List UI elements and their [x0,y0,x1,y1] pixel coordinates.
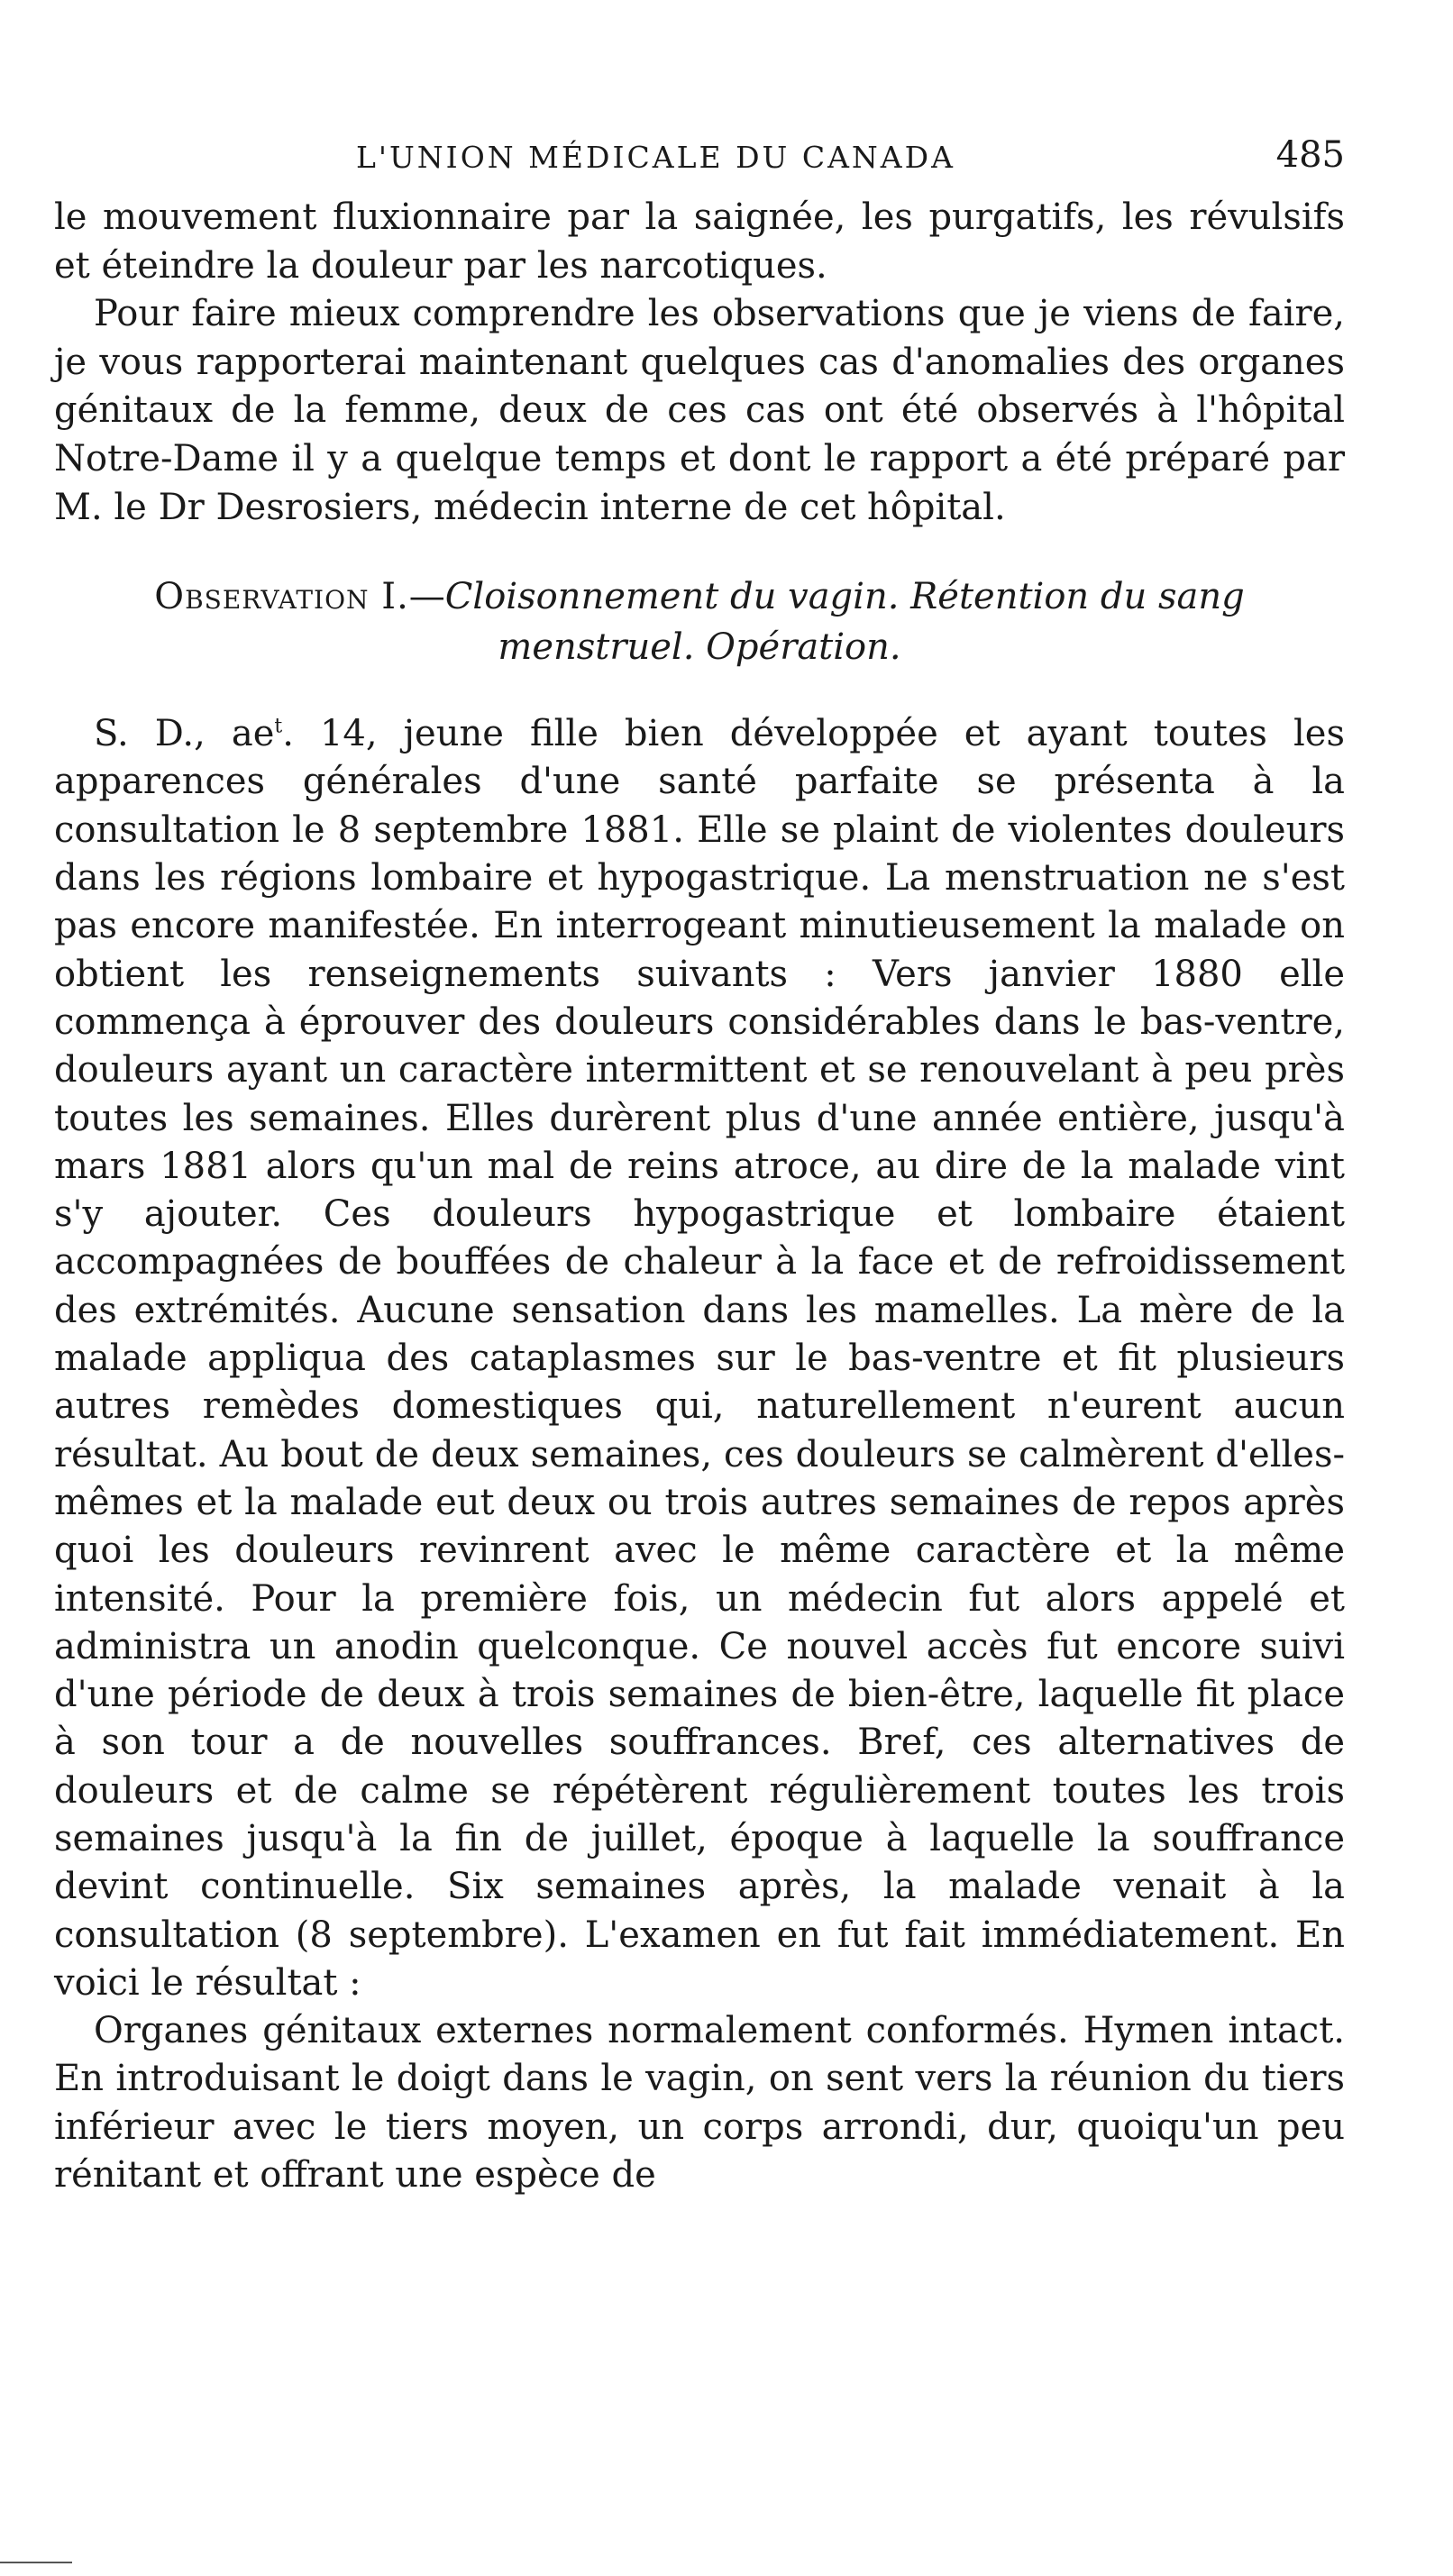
running-title: L'UNION MÉDICALE DU CANADA [356,140,955,175]
observation-title-part1: Cloisonnement du vagin. [444,576,900,618]
observation-text-rest: . 14, jeune fille bien développée et ayant toutes les apparences générales d'une santé parfaite se présenta à la consultation le 8 septembre 1881. Elle se plaint de violentes douleurs dans les régions lombaire et hypogastrique. La menstruation ne s'est pas encore manifestée. En interrogeant minutieusement la malade on obtient les renseignements suivants : Vers janvier 1880 elle commença à éprouver des douleurs considérables dans le bas-ventre, douleurs ayant un caractère intermittent et se renouvelant à peu près toutes les semaines. Elles durèrent plus d'une année entière, jusqu'à mars 1881 alors qu'un mal de reins atroce, au dire de la malade vint s'y ajouter. Ces douleurs hypogastrique et lombaire étaient accompagnées de bouffées de chaleur à la face et de refroidissement des extrémités. Aucune sensation dans les mamelles. La mère de la malade appliqua des cataplasmes sur le bas-ventre et fit plusieurs autres remèdes domestiques qui, naturellement n'eurent aucun résultat. Au bout de deux semaines, ces douleurs se calmèrent d'elles-mêmes et la malade eut deux ou trois autres semaines de repos après quoi les douleurs revinrent avec le même caractère et la même intensité. Pour la première fois, un médecin fut alors appelé et administra un anodin quelconque. Ce nouvel accès fut encore suivi d'une période de deux à trois semaines de bien-être, laquelle fit place à son tour a de nouvelles souffrances. Bref, ces alternatives de douleurs et de calme se répétèrent régulièrement toutes les trois semaines jusqu'à la fin de juillet, époque à laquelle la souffrance devint continuelle. Six semaines après, la malade venait à la consultation (8 septembre). L'examen en fut fait immédiatement. En voici le résultat : [54,713,1345,2004]
paragraph-continuation: le mouvement fluxionnaire par la saignée, les purgatifs, les révulsifs et éteindre la douleur par les narcotiques. [54,196,1345,287]
observation-text-start: S. D., ae [94,713,275,755]
observation-history-paragraph [54,710,1345,2007]
book-page [54,131,1345,2199]
bottom-rule [0,2562,72,2563]
observation-exam-paragraph: Organes génitaux externes normalement conformés. Hymen intact. En introduisant le doigt dans le vagin, on sent vers la réunion du tiers inférieur avec le tiers moyen, un corps arrondi, dur, quoiqu'un peu rénitant et offrant une espèce de [54,2010,1345,2197]
observation-label: Observation I. [154,576,409,618]
page-number: 485 [1275,134,1345,176]
page-header [54,131,1345,194]
observation-title-part2: Rétention du sang menstruel. Opération. [498,576,1245,669]
observation-text-sup: t [274,715,283,738]
heading-dash: — [408,576,445,618]
paragraph-introduction: Pour faire mieux comprendre les observations que je viens de faire, je vous rapporterai maintenant quelques cas d'anomalies des organes génitaux de la femme, deux de ces cas ont été observés à l'hôpital Notre-Dame il y a quelque temps et dont le rapport a été préparé par M. le Dr Desrosiers, médecin interne de cet hôpital. [54,293,1345,528]
observation-heading [54,571,1345,672]
